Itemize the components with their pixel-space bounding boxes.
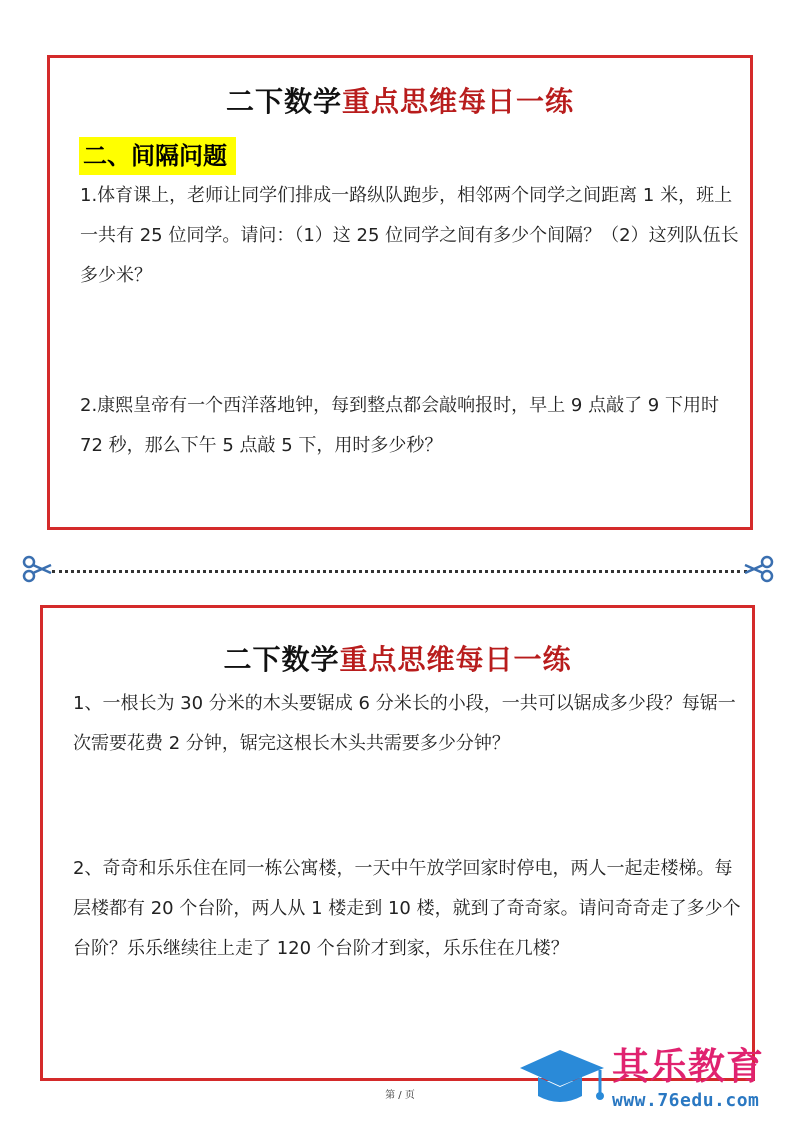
- logo-url: www.76edu.com: [612, 1090, 760, 1111]
- logo-name: 其乐教育: [612, 1045, 764, 1088]
- question-1: 1、一根长为 30 分米的木头要锯成 6 分米长的小段，一共可以锯成多少段？每锯一次需要花费 2 分钟，锯完这根长木头共需要多少分钟？: [73, 693, 736, 754]
- page-number: 第 / 页: [385, 1090, 415, 1101]
- cut-line: [52, 570, 747, 573]
- section-heading: 二、间隔问题: [79, 137, 236, 175]
- scissors-icon: [744, 554, 774, 584]
- question-2: 2.康熙皇帝有一个西洋落地钟，每到整点都会敲响报时，早上 9 点敲了 9 下用时 72 秒，那么下午 5 点敲 5 下，用时多少秒？: [80, 395, 719, 456]
- worksheet-card-1: [47, 55, 753, 530]
- question-1: 1.体育课上，老师让同学们排成一路纵队跑步，相邻两个同学之间距离 1 米，班上一共有 25 位同学。请问：（1）这 25 位同学之间有多少个间隔？（2）这列队伍长多少米？: [80, 185, 739, 286]
- scissors-icon: [22, 554, 52, 584]
- graduation-cap-icon: [512, 1046, 612, 1112]
- question-2: 2、奇奇和乐乐住在同一栋公寓楼，一天中午放学回家时停电，两人一起走楼梯。每层楼都有 20 个台阶，两人从 1 楼走到 10 楼，就到了奇奇家。请问奇奇走了多少个台阶？乐乐继续往上走了 120 个台阶才到家，乐乐住在几楼？: [73, 858, 741, 959]
- card-title: 二下数学重点思维每日一练: [223, 643, 572, 676]
- card-title: 二下数学重点思维每日一练: [225, 85, 575, 118]
- worksheet-card-2: [40, 605, 755, 1081]
